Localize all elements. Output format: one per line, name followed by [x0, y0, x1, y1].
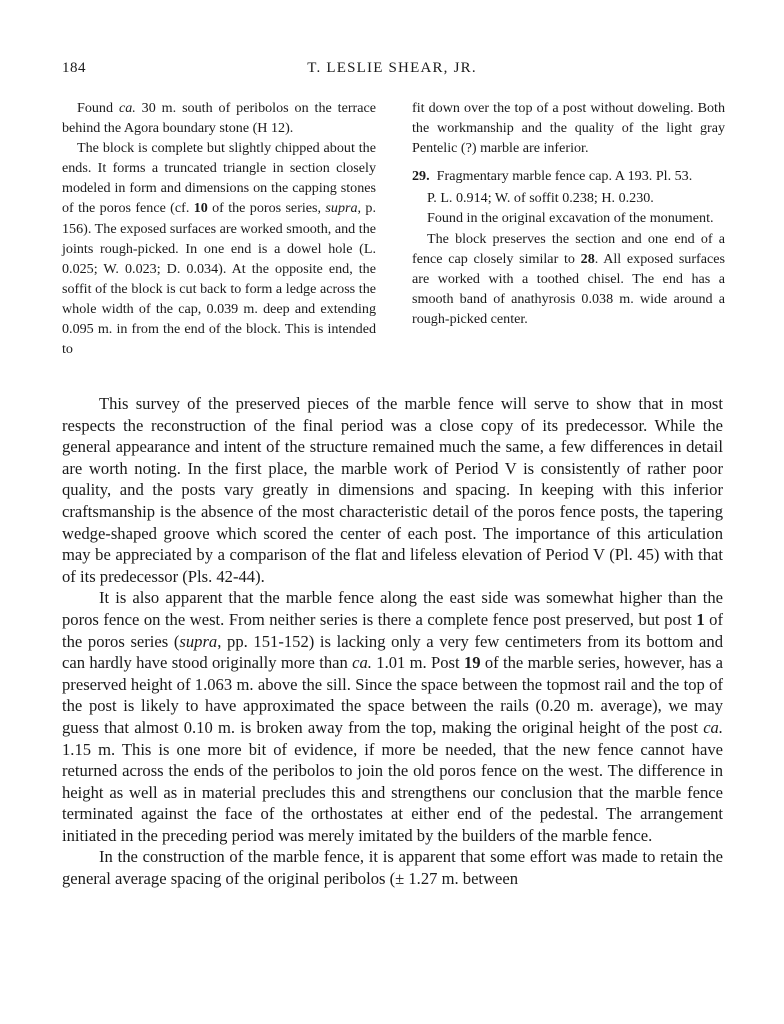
body-paragraph-3: In the construction of the marble fence, it is apparent that some effort was made to retain the general average spacing of the original peribolos (± 1.27 m. between	[62, 847, 723, 889]
page-header	[62, 60, 722, 82]
description-paragraph: The block is complete but slightly chipped about the ends. It forms a truncated triangle in section closely modeled in form and dimensions on the capping stones of the poros fence (cf. 10 of the poros series, supra, p. 156). The exposed surfaces are worked smooth, and the joints rough-picked. In one end is a dowel hole (L. 0.025; W. 0.023; D. 0.034). At the opposite end, the soffit of the block is cut back to form a ledge across the whole width of the cap, 0.039 m. deep and extending 0.095 m. in from the end of the block. This is intended to	[62, 140, 376, 358]
catalog-number: 29.	[412, 168, 430, 185]
catalog-title: Fragmentary marble fence cap. A 193. Pl. 53.	[436, 168, 693, 185]
findspot-paragraph: Found ca. 30 m. south of peribolos on the terrace behind the Agora boundary stone (H 12).	[62, 100, 376, 137]
body-paragraph-2: It is also apparent that the marble fence along the east side was somewhat higher than the poros fence on the west. From neither series is there a complete fence post preserved, but post 1 of the poros series (supra, pp. 151-152) is lacking only a very few centimeters from its bottom and can hardly have stood originally more than ca. 1.01 m. Post 19 of the marble series, however, has a preserved height of 1.063 m. above the sill. Since the space between the topmost rail and the top of the post is likely to have approximated the space between the rails (0.20 m. average), we may guess that almost 0.10 m. is broken away from the top, making the original height of the post ca. 1.15 m. This is one more bit of evidence, if more be needed, that the new fence cannot have returned across the ends of the peribolos to join the old poros fence on the west. The difference in height as well as in material precludes this and strengthens our conclusion that the marble fence terminated against the face of the orthostates at either end of the pedestal. The arrangement initiated in the preceding period was merely imitated by the builders of the marble fence.	[62, 588, 723, 845]
main-text	[62, 393, 723, 890]
findspot-paragraph: Found in the original excavation of the monument.	[427, 210, 714, 227]
running-head: T. LESLIE SHEAR, JR.	[307, 60, 477, 76]
description-paragraph: The block preserves the section and one end of a fence cap closely similar to 28. All exposed surfaces are worked with a toothed chisel. The end has a smooth band of anathyrosis 0.038 m. wide around a rough-picked center.	[412, 230, 725, 327]
left-column	[62, 98, 376, 359]
right-column	[412, 98, 725, 329]
catalog-entry-29	[412, 166, 725, 186]
dimensions: P. L. 0.914; W. of soffit 0.238; H. 0.230.	[427, 190, 654, 207]
continued-paragraph: fit down over the top of a post without doweling. Both the workmanship and the quality of the light gray Pentelic (?) marble are inferior.	[412, 100, 725, 157]
body-paragraph-1: This survey of the preserved pieces of the marble fence will serve to show that in most respects the reconstruction of the final period was a close copy of its predecessor. While the general appearance and intent of the structure remained much the same, a few differences in detail are worth noting. In the first place, the marble work of Period V is consistently of rather poor quality, and the posts vary greatly in dimensions and spacing. In keeping with this inferior craftsmanship is the absence of the most characteristic detail of the poros fence posts, the tapering wedge-shaped groove which scored the center of each post. The importance of this articulation may be appreciated by a comparison of the flat and lifeless elevation of Period V (Pl. 45) with that of its predecessor (Pls. 42-44).	[62, 394, 723, 586]
page-number: 184	[62, 60, 86, 76]
